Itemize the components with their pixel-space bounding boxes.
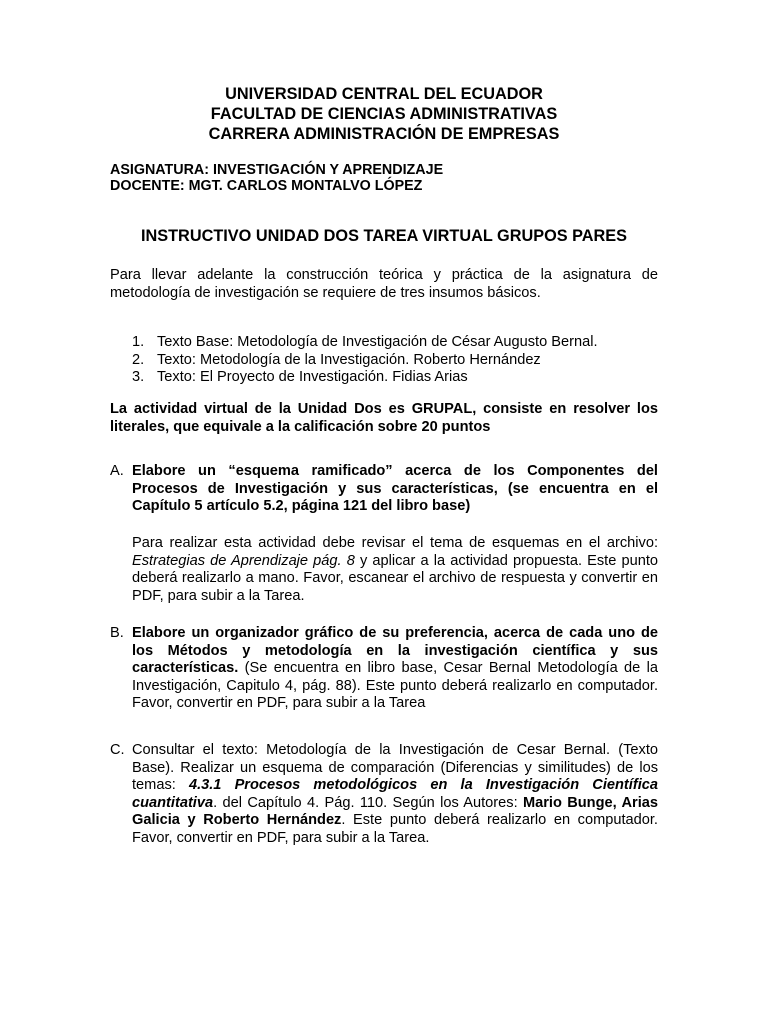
task-text (132, 742, 658, 847)
list-number: 1. (132, 334, 145, 350)
reference-list (110, 334, 598, 387)
intro-paragraph: Para llevar adelante la construcción teórica y práctica de la asignatura de metodología de investigación se requiere de tres insumos básicos. (110, 267, 658, 301)
task-letter: C. (110, 742, 125, 758)
document-title: INSTRUCTIVO UNIDAD DOS TAREA VIRTUAL GRUPOS PARES (140, 227, 628, 245)
list-item (110, 369, 598, 387)
subject-line: ASIGNATURA: INVESTIGACIÓN Y APRENDIZAJE (110, 162, 444, 178)
task-letter: B. (110, 625, 124, 641)
list-number: 2. (132, 351, 145, 368)
task-text-part: . Este punto deberá realizarlo en computador. Favor, convertir en PDF, para subir a la Tarea. (132, 812, 658, 846)
note-text: y aplicar a la actividad propuesta. Este punto deberá realizarlo a mano. Favor, escanear el archivo de respuesta y convertir en PDF, para subir a la Tarea. (132, 552, 658, 604)
task-letter: A. (110, 463, 124, 479)
task-topic: 4.3.1 Procesos metodológicos en la Investigación Científica cuantitativa (132, 777, 658, 811)
task-item-c (110, 742, 658, 847)
activity-paragraph: La actividad virtual de la Unidad Dos es GRUPAL, consiste en resolver los literales, que equivale a la calificación sobre 20 puntos (110, 401, 658, 435)
task-text: Elabore un “esquema ramificado” acerca de los Componentes del Procesos de Investigación y sus características, (se encuentra en el Capítulo 5 artículo 5.2, página 121 del libro base) (132, 463, 658, 514)
task-text-part: . del Capítulo 4. Pág. 110. Según los Autores: (213, 794, 523, 811)
list-text: Texto: El Proyecto de Investigación. Fidias Arias (157, 369, 468, 385)
list-item (110, 352, 598, 370)
note-text: Para realizar esta actividad debe revisar el tema de esquemas en el archivo: (132, 535, 658, 551)
task-a-note (132, 535, 658, 605)
document-header (0, 84, 768, 144)
list-number: 3. (132, 369, 145, 385)
teacher-line: DOCENTE: MGT. CARLOS MONTALVO LÓPEZ (110, 178, 423, 194)
list-text: Texto Base: Metodología de Investigación de César Augusto Bernal. (157, 334, 598, 350)
list-item (110, 334, 598, 352)
subject-block (110, 162, 443, 194)
list-text: Texto: Metodología de la Investigación. Roberto Hernández (157, 351, 541, 368)
faculty-name: FACULTAD DE CIENCIAS ADMINISTRATIVAS (210, 105, 558, 123)
university-name: UNIVERSIDAD CENTRAL DEL ECUADOR (225, 85, 543, 103)
task-text (132, 625, 658, 713)
task-text-bold: Elabore un organizador gráfico de su preferencia, acerca de cada uno de los Métodos y metodología en la investigación científica y sus características. (132, 625, 658, 676)
task-text-part: Consultar el texto: Metodología de la Investigación de Cesar Bernal. (Texto Base). Realizar un esquema de comparación (Diferencias y similitudes) de los temas: (132, 742, 658, 793)
career-name: CARRERA ADMINISTRACIÓN DE EMPRESAS (208, 125, 560, 143)
task-item-b (110, 625, 658, 713)
task-authors: Mario Bunge, Arias Galicia y Roberto Hernández (132, 794, 658, 828)
task-item-a (110, 463, 658, 516)
note-reference: Estrategias de Aprendizaje pág. 8 (132, 552, 355, 569)
task-text-rest: (Se encuentra en libro base, Cesar Bernal Metodología de la Investigación, Capitulo 4, pág. 88). Este punto deberá realizarlo en computador. Favor, convertir en PDF, para subir a la Tarea (132, 660, 658, 711)
